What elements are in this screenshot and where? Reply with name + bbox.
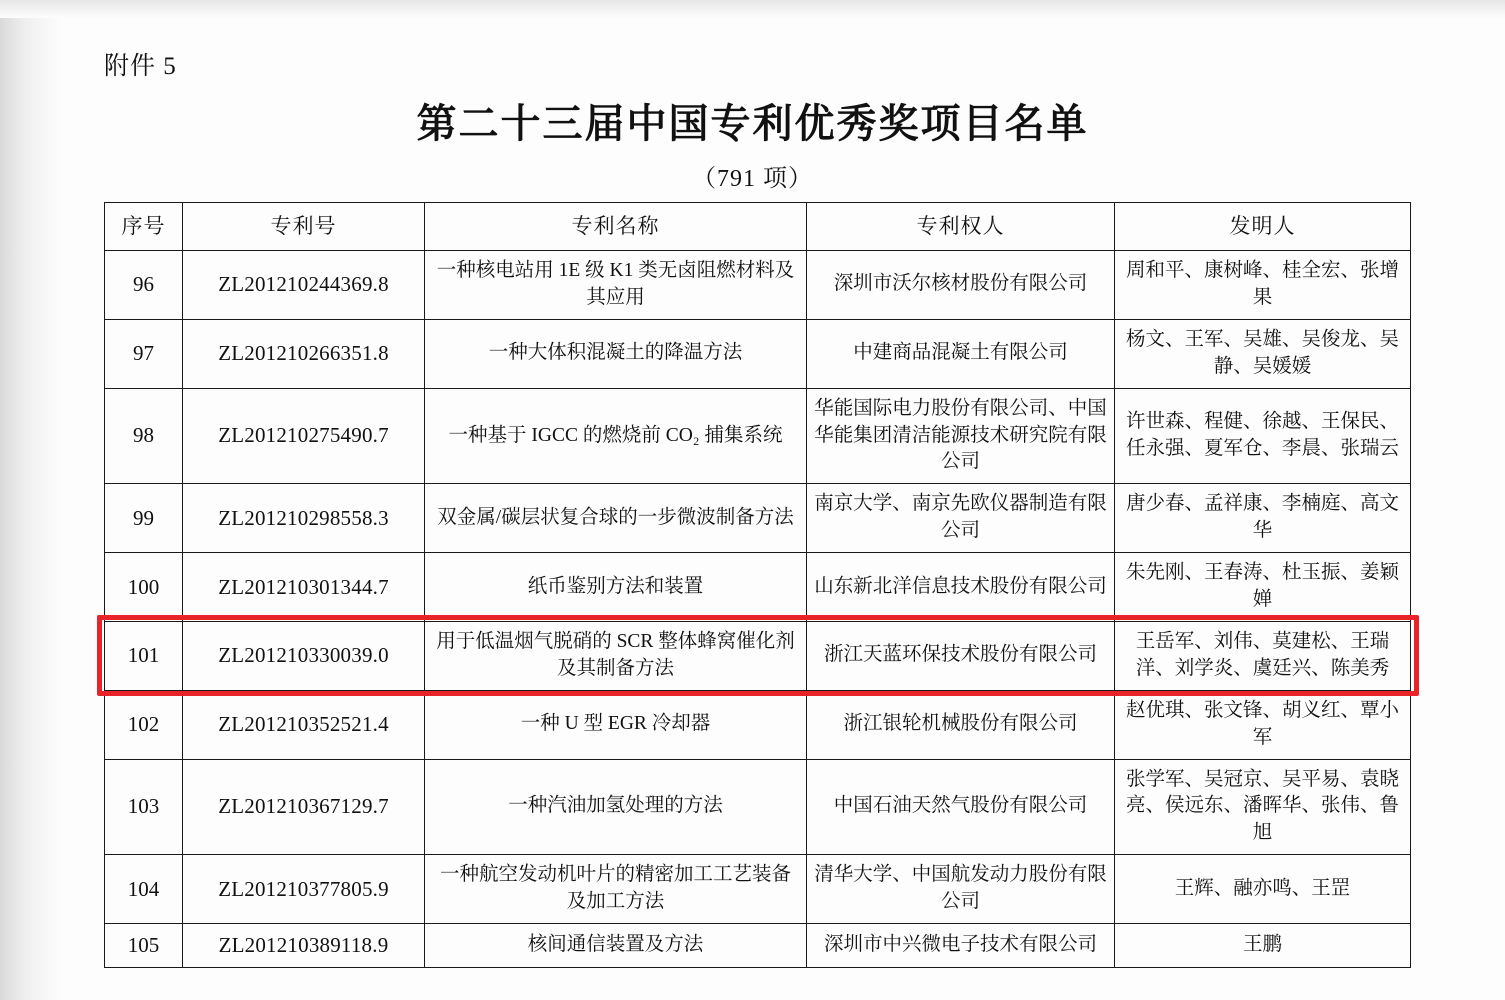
cell-owner: 中国石油天然气股份有限公司 <box>807 759 1115 855</box>
cell-patent-id: ZL201210275490.7 <box>183 388 425 484</box>
cell-owner: 中建商品混凝土有限公司 <box>807 319 1115 388</box>
table-row <box>105 484 1411 553</box>
table-row <box>105 855 1411 924</box>
cell-inventors: 许世森、程健、徐越、王保民、任永强、夏军仓、李晨、张瑞云 <box>1115 388 1411 484</box>
cell-owner: 华能国际电力股份有限公司、中国华能集团清洁能源技术研究院有限公司 <box>807 388 1115 484</box>
cell-patent-name: 双金属/碳层状复合球的一步微波制备方法 <box>425 484 807 553</box>
cell-owner: 山东新北洋信息技术股份有限公司 <box>807 553 1115 622</box>
cell-patent-name: 核间通信装置及方法 <box>425 924 807 968</box>
cell-patent-id: ZL201210330039.0 <box>183 621 425 690</box>
cell-no: 102 <box>105 690 183 759</box>
cell-patent-id: ZL201210301344.7 <box>183 553 425 622</box>
cell-patent-name: 一种 U 型 EGR 冷却器 <box>425 690 807 759</box>
column-header-patent-name: 专利名称 <box>425 203 807 251</box>
cell-patent-name: 一种航空发动机叶片的精密加工工艺装备及加工方法 <box>425 855 807 924</box>
cell-inventors: 唐少春、孟祥康、李楠庭、高文华 <box>1115 484 1411 553</box>
cell-owner: 深圳市沃尔核材股份有限公司 <box>807 250 1115 319</box>
item-count-subtitle: （791 项） <box>692 166 813 192</box>
cell-patent-id: ZL201210367129.7 <box>183 759 425 855</box>
cell-patent-name: 一种汽油加氢处理的方法 <box>425 759 807 855</box>
cell-patent-id: ZL201210266351.8 <box>183 319 425 388</box>
table-row <box>105 759 1411 855</box>
cell-patent-name: 一种基于 IGCC 的燃烧前 CO₂ 捕集系统 <box>425 388 807 484</box>
cell-owner: 南京大学、南京先欧仪器制造有限公司 <box>807 484 1115 553</box>
table-row <box>105 924 1411 968</box>
cell-inventors: 王鹏 <box>1115 924 1411 968</box>
cell-patent-name: 纸币鉴别方法和装置 <box>425 553 807 622</box>
table-row-highlighted <box>105 621 1411 690</box>
cell-patent-id: ZL201210352521.4 <box>183 690 425 759</box>
scan-edge-left <box>0 0 62 1000</box>
attachment-label: 附件 5 <box>104 53 177 80</box>
cell-owner: 浙江天蓝环保技术股份有限公司 <box>807 621 1115 690</box>
cell-no: 98 <box>105 388 183 484</box>
cell-owner: 浙江银轮机械股份有限公司 <box>807 690 1115 759</box>
column-header-owner: 专利权人 <box>807 203 1115 251</box>
cell-patent-name: 一种核电站用 1E 级 K1 类无卤阻燃材料及其应用 <box>425 250 807 319</box>
cell-owner: 清华大学、中国航发动力股份有限公司 <box>807 855 1115 924</box>
cell-no: 101 <box>105 621 183 690</box>
table-row <box>105 690 1411 759</box>
cell-no: 97 <box>105 319 183 388</box>
cell-no: 103 <box>105 759 183 855</box>
cell-no: 100 <box>105 553 183 622</box>
cell-inventors: 张学军、吴冠京、吴平易、袁晓亮、侯远东、潘晖华、张伟、鲁旭 <box>1115 759 1411 855</box>
table-row <box>105 250 1411 319</box>
cell-patent-id: ZL201210298558.3 <box>183 484 425 553</box>
cell-no: 99 <box>105 484 183 553</box>
cell-patent-id: ZL201210377805.9 <box>183 855 425 924</box>
table-row <box>105 388 1411 484</box>
cell-inventors: 周和平、康树峰、桂全宏、张增果 <box>1115 250 1411 319</box>
cell-patent-name: 一种大体积混凝土的降温方法 <box>425 319 807 388</box>
table-header-row <box>105 203 1411 251</box>
cell-inventors: 杨文、王军、吴雄、吴俊龙、吴静、吴媛媛 <box>1115 319 1411 388</box>
cell-owner: 深圳市中兴微电子技术有限公司 <box>807 924 1115 968</box>
cell-inventors: 朱先刚、王春涛、杜玉振、姜颖婵 <box>1115 553 1411 622</box>
cell-inventors: 王岳军、刘伟、莫建松、王瑞洋、刘学炎、虞廷兴、陈美秀 <box>1115 621 1411 690</box>
cell-patent-name: 用于低温烟气脱硝的 SCR 整体蜂窝催化剂及其制备方法 <box>425 621 807 690</box>
scan-edge-top <box>0 0 1505 18</box>
cell-no: 104 <box>105 855 183 924</box>
cell-patent-id: ZL201210244369.8 <box>183 250 425 319</box>
column-header-patent-id: 专利号 <box>183 203 425 251</box>
table-row <box>105 319 1411 388</box>
column-header-inventors: 发明人 <box>1115 203 1411 251</box>
cell-no: 96 <box>105 250 183 319</box>
table-row <box>105 553 1411 622</box>
page-title: 第二十三届中国专利优秀奖项目名单 <box>416 101 1089 146</box>
cell-inventors: 王辉、融亦鸣、王罡 <box>1115 855 1411 924</box>
column-header-no: 序号 <box>105 203 183 251</box>
cell-patent-id: ZL201210389118.9 <box>183 924 425 968</box>
patent-list-table <box>104 202 1411 968</box>
cell-inventors: 赵优琪、张文锋、胡义红、覃小军 <box>1115 690 1411 759</box>
cell-no: 105 <box>105 924 183 968</box>
